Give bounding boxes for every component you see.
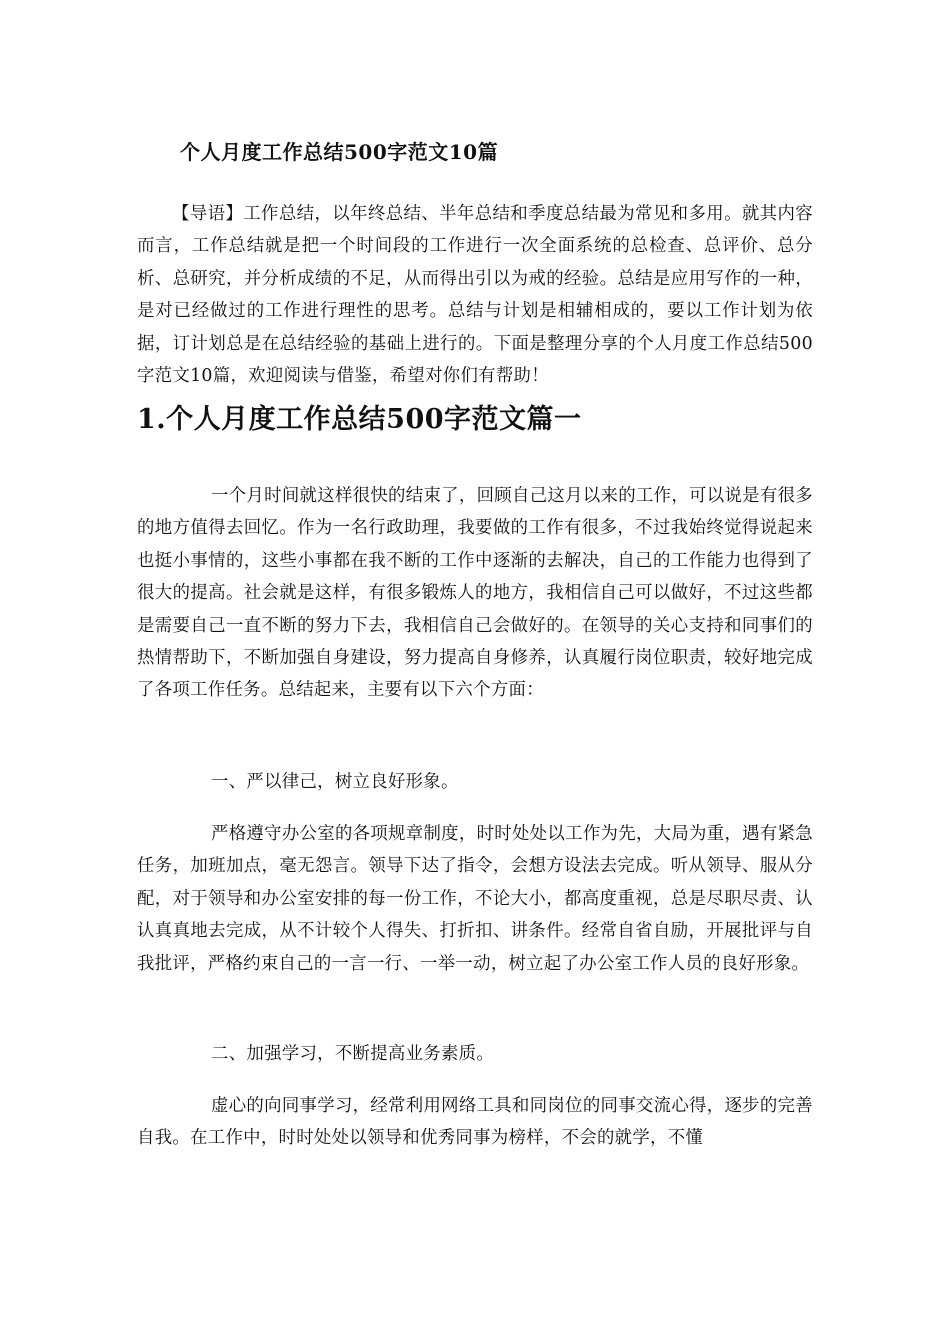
point-heading-1: 一、严以律己，树立良好形象。 (211, 772, 459, 792)
point-heading-2: 二、加强学习，不断提高业务素质。 (211, 1044, 495, 1064)
document-title: 个人月度工作总结500字范文10篇 (180, 140, 499, 164)
section-heading: 1.个人月度工作总结500字范文篇一 (137, 404, 582, 435)
body-paragraph-3: 虚心的向同事学习，经常利用网络工具和同岗位的同事交流心得，逐步的完善自我。在工作中，时时处处以领导和优秀同事为榜样，不会的就学，不懂 (137, 1096, 813, 1149)
intro-paragraph: 【导语】工作总结，以年终总结、半年总结和季度总结最为常见和多用。就其内容而言，工作总结就是把一个时间段的工作进行一次全面系统的总检查、总评价、总分析、总研究，并分析成绩的不足，从而得出引以为戒的经验。总结是应用写作的一种，是对已经做过的工作进行理性的思考。总结与计划是相辅相成的，要以工作计划为依据，订计划总是在总结经验的基础上进行的。下面是整理分享的个人月度工作总结500字范文10篇，欢迎阅读与借鉴，希望对你们有帮助！ (137, 204, 813, 387)
body-paragraph-2: 严格遵守办公室的各项规章制度，时时处处以工作为先，大局为重，遇有紧急任务，加班加点，毫无怨言。领导下达了指令，会想方设法去完成。听从领导、服从分配，对于领导和办公室安排的每一份工作，不论大小，都高度重视，总是尽职尽责、认认真真地去完成，从不计较个人得失、打折扣、讲条件。经常自省自励，开展批评与自我批评，严格约束自己的一言一行、一举一动，树立起了办公室工作人员的良好形象。 (137, 824, 813, 974)
body-paragraph-1: 一个月时间就这样很快的结束了，回顾自己这月以来的工作，可以说是有很多的地方值得去回忆。作为一名行政助理，我要做的工作有很多，不过我始终觉得说起来也挺小事情的，这些小事都在我不断的工作中逐渐的去解决，自己的工作能力也得到了很大的提高。社会就是这样，有很多锻炼人的地方，我相信自己可以做好，不过这些都是需要自己一直不断的努力下去，我相信自己会做好的。在领导的关心支持和同事们的热情帮助下，不断加强自身建设，努力提高自身修养，认真履行岗位职责，较好地完成了各项工作任务。总结起来，主要有以下六个方面： (137, 486, 813, 701)
